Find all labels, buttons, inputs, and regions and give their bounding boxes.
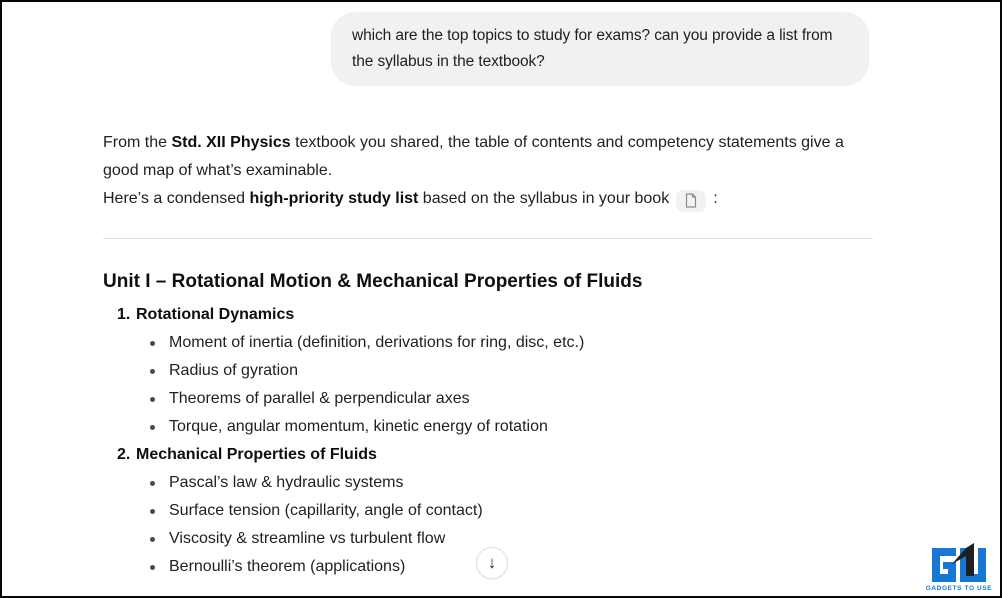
- gadgets-to-use-watermark: [921, 542, 997, 593]
- assistant-paragraph-2: [103, 185, 873, 213]
- bullet-text: Surface tension (capillarity, angle of contact): [169, 502, 483, 519]
- list-item-mechanical-properties: [103, 441, 873, 469]
- bullet-text: Theorems of parallel & perpendicular axes: [169, 390, 470, 407]
- bullet-text: Moment of inertia (definition, derivations for ring, disc, etc.): [169, 334, 585, 351]
- scroll-down-button[interactable]: [476, 547, 508, 579]
- bullet-item: [103, 385, 873, 413]
- bullet-text: Torque, angular momentum, kinetic energy of rotation: [169, 418, 548, 435]
- p2-text-pre: Here’s a condensed: [103, 190, 250, 207]
- arrow-down-icon: ↓: [487, 553, 497, 572]
- section-divider: [103, 238, 873, 239]
- bullet-icon: [150, 481, 155, 486]
- document-icon: [685, 193, 697, 208]
- unit-heading: Unit I – Rotational Motion & Mechanical Properties of Fluids: [103, 271, 643, 292]
- assistant-message: [103, 129, 873, 581]
- bullet-icon: [150, 565, 155, 570]
- bullet-icon: [150, 425, 155, 430]
- user-message-text: which are the top topics to study for exams? can you provide a list from the syllabus in the textbook?: [352, 27, 833, 70]
- bullet-icon: [150, 537, 155, 542]
- bullet-item: [103, 357, 873, 385]
- list-item-title: Mechanical Properties of Fluids: [136, 446, 377, 463]
- bullet-text: Viscosity & streamline vs turbulent flow: [169, 530, 446, 547]
- user-message-bubble: [331, 12, 869, 86]
- bullet-text: Pascal’s law & hydraulic systems: [169, 474, 404, 491]
- p2-colon: :: [713, 190, 718, 207]
- bullet-item: [103, 413, 873, 441]
- p2-text-post: based on the syllabus in your book: [418, 190, 670, 207]
- list-number: 1.: [117, 306, 131, 323]
- gu-logo-icon: [930, 542, 988, 582]
- bullet-item: [103, 329, 873, 357]
- p1-text-post: textbook you shared, the table of contents and competency statements give a good map of what’s examinable.: [103, 134, 844, 179]
- bullet-icon: [150, 369, 155, 374]
- list-item-title: Rotational Dynamics: [136, 306, 295, 323]
- p1-text-pre: From the: [103, 134, 172, 151]
- bullet-icon: [150, 397, 155, 402]
- watermark-brand-text: GADGETS TO USE: [925, 585, 993, 592]
- source-file-chip[interactable]: [676, 190, 706, 212]
- p2-text-bold: high-priority study list: [249, 190, 419, 207]
- bullet-text: Radius of gyration: [169, 362, 298, 379]
- bullet-item: [103, 497, 873, 525]
- assistant-paragraph-1: [103, 129, 845, 185]
- bullet-item: [103, 469, 873, 497]
- bullet-icon: [150, 509, 155, 514]
- list-number: 2.: [117, 446, 131, 463]
- bullet-icon: [150, 341, 155, 346]
- p1-text-bold: Std. XII Physics: [171, 134, 291, 151]
- list-item-rotational-dynamics: [103, 301, 873, 329]
- bullet-text: Bernoulli’s theorem (applications): [169, 558, 406, 575]
